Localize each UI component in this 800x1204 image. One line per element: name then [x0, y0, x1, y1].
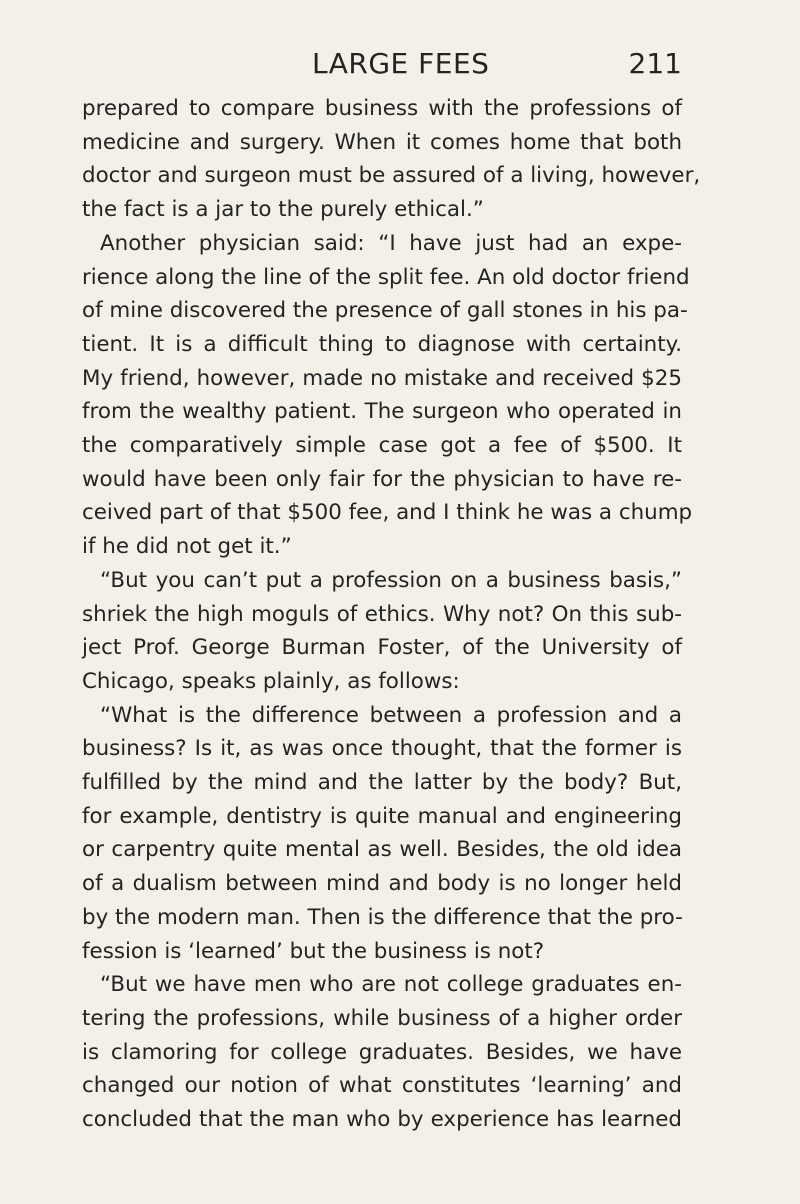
text-line: if he did not get it.”: [82, 534, 292, 560]
text-line: changed our notion of what constitutes ‘learning’ and: [82, 1073, 682, 1099]
page-number: 211: [628, 47, 682, 80]
text-line: medicine and surgery. When it comes home that both: [82, 129, 682, 155]
text-line: rience along the line of the split fee. An old doctor friend: [82, 264, 690, 290]
text-line: doctor and surgeon must be assured of a living, however,: [82, 163, 701, 189]
text-line: My friend, however, made no mistake and received $25: [82, 365, 682, 391]
text-line: for example, dentistry is quite manual and engineering: [82, 803, 682, 829]
text-line: “But you can’t put a profession on a business basis,”: [100, 567, 682, 593]
text-line: ceived part of that $500 fee, and I think he was a chump: [82, 500, 693, 526]
text-line: concluded that the man who by experience has learned: [82, 1107, 682, 1133]
text-line: fulfilled by the mind and the latter by the body? But,: [82, 770, 682, 796]
text-line: or carpentry quite mental as well. Besides, the old idea: [82, 837, 682, 863]
text-line: is clamoring for college graduates. Besides, we have: [82, 1039, 682, 1065]
text-line: from the wealthy patient. The surgeon who operated in: [82, 399, 682, 425]
text-line: Chicago, speaks plainly, as follows:: [82, 668, 460, 694]
text-line: tient. It is a difficult thing to diagnose with certainty.: [82, 331, 682, 357]
text-line: of a dualism between mind and body is no longer held: [82, 871, 682, 897]
text-line: ject Prof. George Burman Foster, of the University of: [82, 635, 682, 661]
text-line: prepared to compare business with the professions of: [82, 96, 682, 121]
text-line: Another physician said: “I have just had an expe-: [100, 230, 682, 256]
text-line: by the modern man. Then is the difference that the pro-: [82, 904, 683, 930]
text-line: business? Is it, as was once thought, that the former is: [82, 736, 682, 762]
text-line: of mine discovered the presence of gall stones in his pa-: [82, 298, 688, 324]
text-line: would have been only fair for the physician to have re-: [82, 466, 682, 492]
text-line: “What is the difference between a profession and a: [100, 702, 682, 728]
text-line: shriek the high moguls of ethics. Why not? On this sub-: [82, 601, 682, 627]
text-line: the comparatively simple case got a fee of $500. It: [82, 433, 682, 459]
text-line: “But we have men who are not college graduates en-: [100, 972, 682, 998]
text-line: tering the professions, while business of a higher order: [82, 1005, 682, 1031]
text-line: the fact is a jar to the purely ethical.”: [82, 197, 484, 223]
running-head: LARGE FEES: [312, 47, 490, 80]
page-header: [82, 44, 682, 84]
body-text: [82, 92, 701, 1137]
text-line: fession is ‘learned’ but the business is not?: [82, 938, 545, 964]
